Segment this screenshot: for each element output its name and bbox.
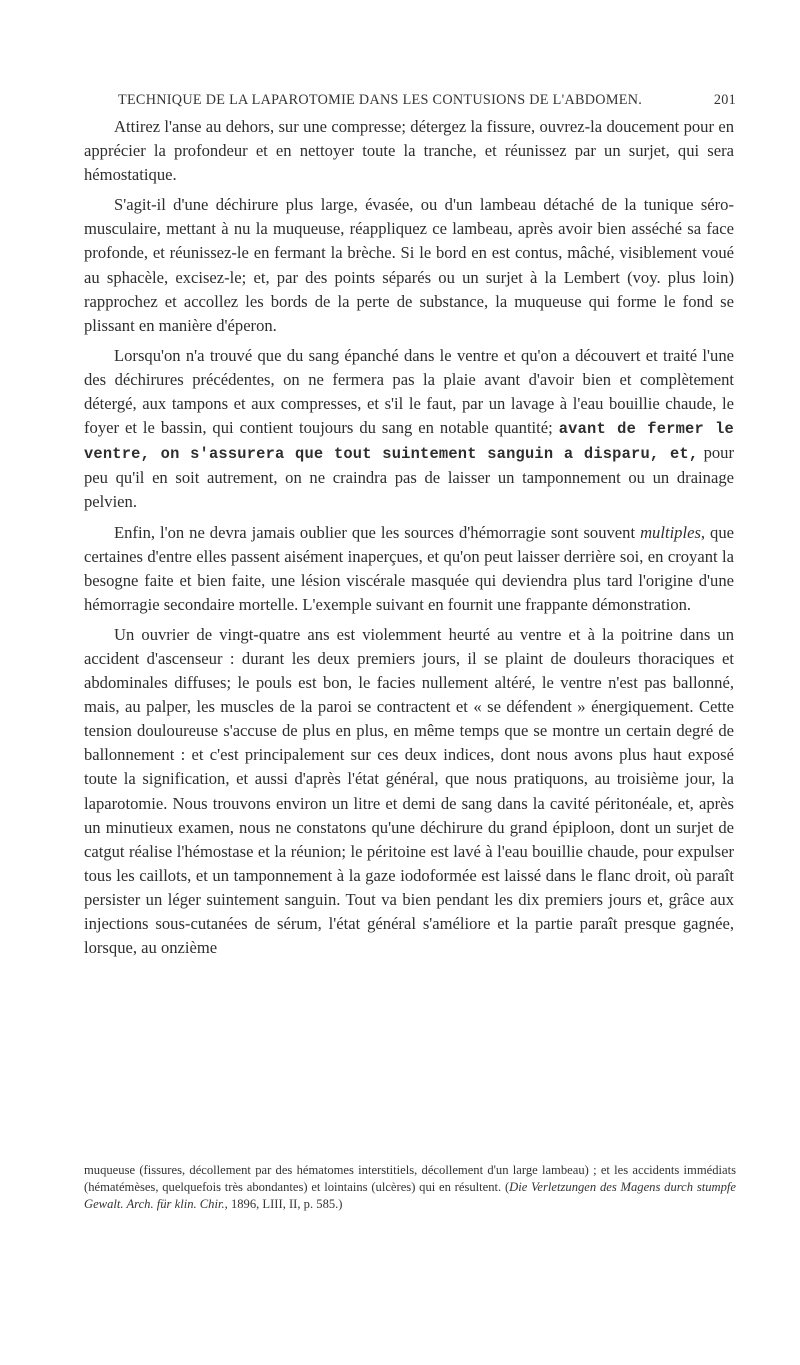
paragraph: Attirez l'anse au dehors, sur une compresse; détergez la fissure, ouvrez-la doucement pour en apprécier la profondeur et en nettoyer toute la tranche, et réunissez par un surjet, qui sera hémostatique. <box>84 117 734 185</box>
page-number: 201 <box>713 92 736 108</box>
paragraph <box>84 344 734 515</box>
footnote-text: muqueuse (fissures, décollement par des hématomes interstitiels, décollement d'un large lambeau) ; et les accidents immédiats (hématémèses, quelquefois très abondantes) et lointains (ulcères) qui en résultent. ( <box>84 1163 736 1195</box>
paragraph: Un ouvrier de vingt-quatre ans est violemment heurté au ventre et à la poitrine dans un accident d'ascenseur : durant les deux premiers jours, il se plaint de douleurs thoraciques et abdominales diffuses; le pouls est bon, le facies nullement altéré, le ventre n'est pas ballonné, mais, au palper, les muscles de la paroi se contractent et « se défendent » énergiquement. Cette tension douloureuse s'accuse de plus en plus, en même temps que se montre un certain degré de ballonnement : et c'est principalement sur ces deux indices, dont nous avons plus haut exposé toute la signification, et aussi d'après l'état général, que nous pratiquons, au troisième jour, la laparotomie. Nous trouvons environ un litre et demi de sang dans la cavité péritonéale, et, après un minutieux examen, nous ne constatons qu'une déchirure du grand épiploon, dont un surjet de catgut réalise l'hémostase et la réunion; le péritoine est lavé à l'eau bouillie chaude, pour expulser tous les caillots, et un tamponnement à la gaze iodoformée est laissé dans le flanc droit, où paraît persister un léger suintement sanguin. Tout va bien pendant les dix premiers jours et, grâce aux injections sous-cutanées de sérum, l'état général s'améliore et la partie paraît presque gagnée, lorsque, au onzième <box>84 624 734 958</box>
text-span: pour peu qu'il en soit autrement, on ne craindra pas de laisser un tamponnement ou un drainage pelvien. <box>84 443 734 512</box>
paragraph <box>84 521 734 617</box>
emphasized-text: avant de fermer le ventre, on s'assurera que tout suintement sanguin a disparu, et, <box>84 420 734 464</box>
citation-title: Die Verletzungen des Magens durch stumpfe Gewalt. Arch. für klin. Chir. <box>84 1180 737 1212</box>
footnote-text: , 1896, LIII, II, p. 585.) <box>224 1197 343 1212</box>
text-span: Enfin, l'on ne devra jamais oublier que les sources d'hémorragie sont souvent <box>114 522 641 542</box>
paragraph: S'agit-il d'une déchirure plus large, évasée, ou d'un lambeau détaché de la tunique séro-musculaire, mettant à nu la muqueuse, réappliquez ce lambeau, après avoir bien asséché sa face profonde, et réunissez-le en fermant la brèche. Si le bord en est contus, mâché, visiblement voué au sphacèle, excisez-le; et, par des points séparés ou un surjet à la Lembert (voy. plus loin) rapprochez et accollez les bords de la perte de substance, la muqueuse qui forme le fond se plissant en manière d'éperon. <box>84 195 734 335</box>
body-text <box>84 115 734 960</box>
text-span: , que certaines d'entre elles passent aisément inaperçues, et qu'on peut laisser derrière soi, en croyant la besogne faite et bien faite, une lésion viscérale masquée qui deviendra plus tard l'origine d'une hémorragie secondaire mortelle. L'exemple suivant en fournit une frappante démonstration. <box>84 522 734 614</box>
running-title: TECHNIQUE DE LA LAPAROTOMIE DANS LES CONTUSIONS DE L'ABDOMEN. <box>118 92 643 108</box>
text-span: Lorsqu'on n'a trouvé que du sang épanché dans le ventre et qu'on a découvert et traité l'une des déchirures précédentes, on ne fermera pas la plaie avant d'avoir bien et complètement détergé, aux tampons et aux compresses, et s'il le faut, par un lavage à l'eau bouillie chaude, le foyer et le bassin, qui contient toujours du sang en notable quantité; <box>84 345 734 438</box>
italic-text: multiples <box>640 522 701 542</box>
footnote <box>84 1162 736 1214</box>
